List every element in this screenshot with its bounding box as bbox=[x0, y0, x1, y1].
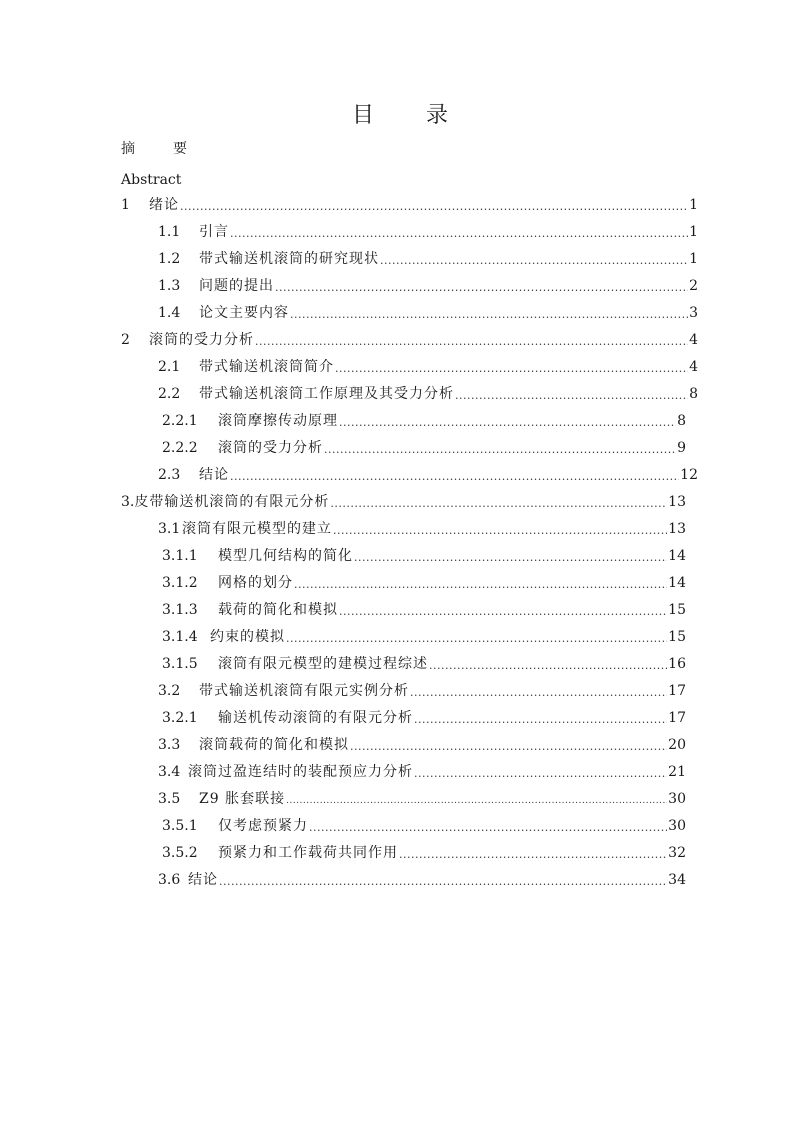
toc-page: 14 bbox=[668, 548, 686, 564]
toc-entry[interactable] bbox=[158, 356, 698, 376]
toc-number: 3.1.5 bbox=[162, 656, 198, 672]
toc-leader bbox=[339, 605, 667, 619]
toc-number: 3.5.1 bbox=[162, 818, 198, 834]
toc-title: 结论 bbox=[199, 467, 229, 483]
toc-leader bbox=[455, 389, 688, 403]
toc-entry[interactable] bbox=[121, 329, 698, 349]
toc-page: 9 bbox=[677, 440, 686, 456]
toc-title: 滚筒载荷的简化和模拟 bbox=[199, 737, 349, 753]
toc-leader bbox=[354, 551, 667, 565]
toc-title: 绪论 bbox=[149, 197, 179, 213]
toc-page: 2 bbox=[689, 278, 698, 294]
toc-leader bbox=[286, 793, 667, 808]
toc-number: 1 bbox=[121, 197, 130, 213]
toc-number: 3.2 bbox=[158, 683, 181, 699]
toc-entry[interactable] bbox=[162, 626, 686, 646]
toc-leader bbox=[410, 686, 667, 700]
toc-entry[interactable] bbox=[158, 221, 698, 241]
toc-page: 1 bbox=[689, 197, 698, 213]
toc-entry[interactable] bbox=[162, 653, 686, 673]
toc-page: 20 bbox=[668, 737, 686, 753]
toc-entry[interactable] bbox=[162, 545, 686, 565]
toc-page: 12 bbox=[680, 467, 698, 483]
toc-page: 17 bbox=[668, 710, 686, 726]
toc-number: 3.1.2 bbox=[162, 575, 198, 591]
toc-title: 带式输送机滚筒的研究现状 bbox=[199, 251, 379, 267]
toc-number: 3. bbox=[121, 494, 135, 510]
toc-leader bbox=[230, 470, 679, 484]
toc-number: 2.3 bbox=[158, 467, 181, 483]
toc-leader bbox=[330, 497, 667, 511]
toc-leader bbox=[294, 578, 667, 592]
toc-entry[interactable] bbox=[162, 572, 686, 592]
toc-entry[interactable] bbox=[162, 437, 686, 457]
toc-number: 1.1 bbox=[158, 224, 181, 240]
toc-leader bbox=[230, 227, 688, 241]
toc-title: 带式输送机滚筒工作原理及其受力分析 bbox=[199, 386, 454, 402]
toc-number: 2.2.2 bbox=[162, 440, 198, 456]
toc-entry[interactable] bbox=[158, 761, 686, 781]
toc-title: 问题的提出 bbox=[199, 278, 274, 294]
toc-page: 8 bbox=[677, 413, 686, 429]
toc-leader bbox=[399, 848, 667, 862]
toc-entry[interactable] bbox=[121, 194, 698, 214]
toc-page: 30 bbox=[668, 791, 686, 807]
toc-number: 3.5 bbox=[158, 791, 181, 807]
toc-number: 2.2.1 bbox=[162, 413, 198, 429]
toc-entry[interactable] bbox=[158, 275, 698, 295]
toc-number: 3.1 bbox=[158, 521, 181, 537]
toc-page: 16 bbox=[668, 656, 686, 672]
toc-number: 1.2 bbox=[158, 251, 181, 267]
toc-entry[interactable] bbox=[158, 680, 686, 700]
toc-leader bbox=[350, 740, 667, 754]
toc-number: 3.5.2 bbox=[162, 845, 198, 861]
toc-title: 网格的划分 bbox=[218, 575, 293, 591]
toc-number: 3.3 bbox=[158, 737, 181, 753]
toc-leader bbox=[333, 524, 667, 538]
toc-leader bbox=[286, 632, 667, 646]
toc-entry[interactable] bbox=[158, 248, 698, 268]
toc-entry[interactable] bbox=[158, 464, 698, 484]
toc-number: 2.1 bbox=[158, 359, 181, 375]
toc-page: 17 bbox=[668, 683, 686, 699]
toc-leader bbox=[380, 254, 688, 268]
toc-page: 15 bbox=[668, 602, 686, 618]
toc-number: 3.4 bbox=[158, 764, 181, 780]
toc-entry[interactable] bbox=[158, 788, 686, 808]
toc-page: 30 bbox=[668, 818, 686, 834]
abstract-en-entry[interactable] bbox=[121, 172, 181, 188]
toc-entry[interactable] bbox=[162, 842, 686, 862]
toc-page: 21 bbox=[668, 764, 686, 780]
toc-title: 引言 bbox=[199, 224, 229, 240]
toc-entry[interactable] bbox=[158, 302, 698, 322]
toc-entry[interactable] bbox=[158, 869, 686, 889]
toc-number: 3.2.1 bbox=[162, 710, 198, 726]
toc-title: 约束的模拟 bbox=[210, 629, 285, 645]
toc-title: 滚筒摩擦传动原理 bbox=[218, 413, 338, 429]
toc-title: 预紧力和工作载荷共同作用 bbox=[218, 845, 398, 861]
toc-number: 1.3 bbox=[158, 278, 181, 294]
toc-leader bbox=[414, 767, 667, 781]
toc-number: 3.1.4 bbox=[162, 629, 198, 645]
toc-page: 34 bbox=[668, 872, 686, 888]
toc-number: 3.6 bbox=[158, 872, 181, 888]
toc-entry[interactable] bbox=[162, 599, 686, 619]
toc-title: 结论 bbox=[188, 872, 218, 888]
toc-leader bbox=[219, 875, 667, 889]
toc-title: 模型几何结构的简化 bbox=[218, 548, 353, 564]
toc-page: 4 bbox=[689, 359, 698, 375]
toc-title: 载荷的简化和模拟 bbox=[218, 602, 338, 618]
toc-title: 滚筒的受力分析 bbox=[218, 440, 323, 456]
toc-entry[interactable] bbox=[162, 815, 686, 835]
toc-page: 13 bbox=[668, 521, 686, 537]
toc-leader bbox=[180, 200, 688, 214]
toc-leader bbox=[309, 821, 667, 835]
abstract-cn-right: 要 bbox=[173, 141, 187, 157]
toc-entry[interactable] bbox=[162, 410, 686, 430]
toc-number: 2.2 bbox=[158, 386, 181, 402]
toc-number: 1.4 bbox=[158, 305, 181, 321]
toc-leader bbox=[429, 659, 667, 673]
toc-page: 1 bbox=[689, 224, 698, 240]
abstract-en-label: Abstract bbox=[121, 172, 182, 188]
toc-title: 仅考虑预紧力 bbox=[218, 818, 308, 834]
toc-page: 4 bbox=[689, 332, 698, 348]
toc-title: Z9 胀套联接 bbox=[199, 791, 286, 807]
toc-entry[interactable] bbox=[158, 383, 698, 403]
toc-page: 3 bbox=[689, 305, 698, 321]
toc-title: 带式输送机滚筒有限元实例分析 bbox=[199, 683, 409, 699]
toc-number: 3.1.3 bbox=[162, 602, 198, 618]
toc-title: 滚筒有限元模型的建模过程综述 bbox=[218, 656, 428, 672]
page-title-right: 录 bbox=[426, 103, 449, 128]
toc-title: 滚筒有限元模型的建立 bbox=[182, 521, 332, 537]
toc-entry[interactable] bbox=[121, 491, 686, 511]
toc-leader bbox=[335, 362, 688, 376]
toc-leader bbox=[255, 335, 688, 349]
toc-leader bbox=[290, 308, 688, 322]
toc-leader bbox=[275, 281, 688, 295]
toc-entry[interactable] bbox=[158, 734, 686, 754]
toc-title: 论文主要内容 bbox=[199, 305, 289, 321]
toc-page: 32 bbox=[668, 845, 686, 861]
toc-page: 1 bbox=[689, 251, 698, 267]
toc-number: 3.1.1 bbox=[162, 548, 198, 564]
toc-entry[interactable] bbox=[158, 518, 686, 538]
toc-title: 皮带输送机滚筒的有限元分析 bbox=[134, 494, 330, 510]
toc-entry[interactable] bbox=[162, 707, 686, 727]
toc-page: 15 bbox=[668, 629, 686, 645]
page-title-left: 目 bbox=[351, 103, 374, 128]
toc-title: 滚筒过盈连结时的装配预应力分析 bbox=[188, 764, 413, 780]
abstract-cn-left: 摘 bbox=[121, 141, 135, 157]
toc-page: 13 bbox=[668, 494, 686, 510]
toc-title: 带式输送机滚筒简介 bbox=[199, 359, 334, 375]
toc-leader bbox=[339, 416, 676, 430]
toc-page: 14 bbox=[668, 575, 686, 591]
abstract-cn-entry[interactable] bbox=[121, 138, 187, 158]
toc-leader bbox=[324, 443, 676, 457]
toc-title: 滚筒的受力分析 bbox=[149, 332, 254, 348]
toc-number: 2 bbox=[121, 332, 130, 348]
toc-leader bbox=[414, 713, 667, 727]
toc-title: 输送机传动滚筒的有限元分析 bbox=[218, 710, 413, 726]
page-title bbox=[0, 98, 800, 129]
toc-page: 8 bbox=[689, 386, 698, 402]
